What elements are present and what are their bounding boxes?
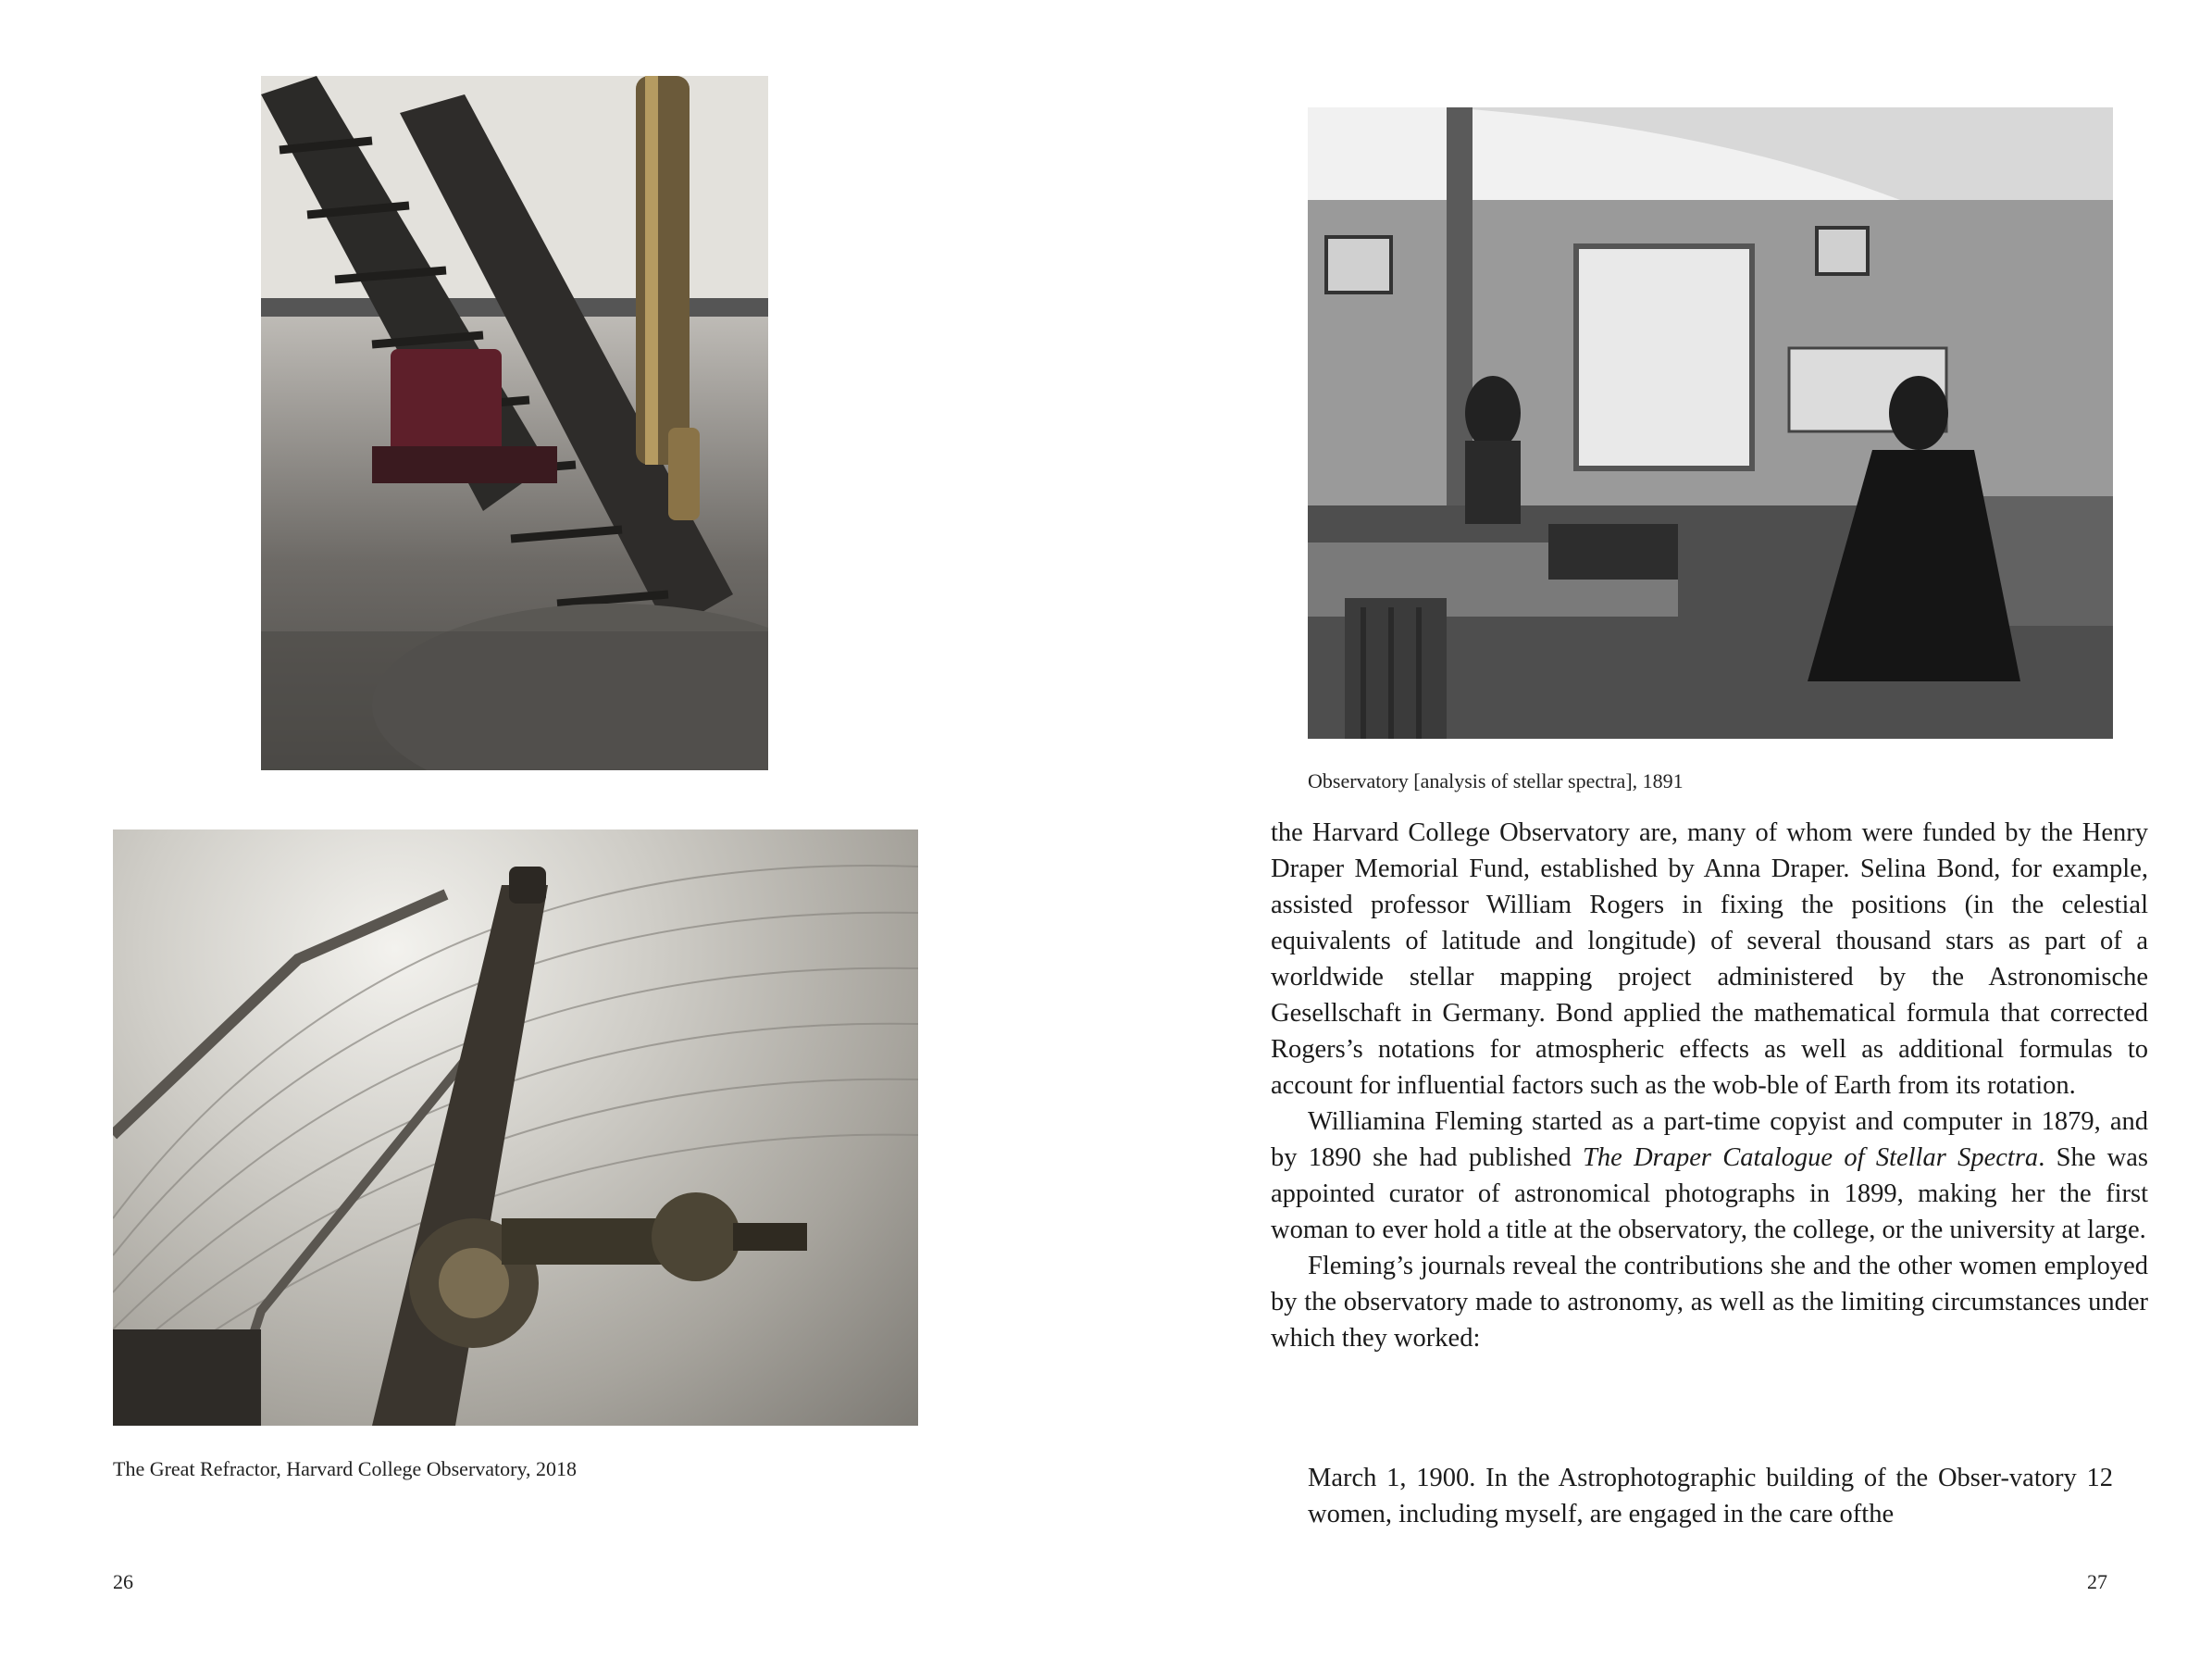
page-number-right: 27	[2087, 1570, 2107, 1593]
office-illustration	[1308, 107, 2113, 739]
paragraph-2	[1271, 1104, 2148, 1248]
photo-great-refractor	[113, 830, 918, 1426]
paragraph-2-before: Williamina Fleming started as a part-time copyist and computer in 1879, and by 1890 she had published	[1271, 1107, 2148, 1172]
caption-great-refractor: The Great Refractor, Harvard College Observatory, 2018	[113, 1457, 578, 1480]
paragraph-2-book-title: The Draper Catalogue of Stellar Spectra	[1583, 1143, 2039, 1172]
refractor-illustration	[113, 830, 918, 1426]
stairs-illustration	[261, 76, 768, 770]
page-number-left: 26	[113, 1570, 133, 1593]
paragraph-2-after: . She was appointed curator of astronomical photographs in 1899, making her the first woman to ever hold a title at the observatory, the college, or the university at large.	[1271, 1143, 2148, 1244]
caption-observatory-office: Observatory [analysis of stellar spectra], 1891	[1308, 769, 1684, 792]
paragraph-1: the Harvard College Observatory are, many of whom were funded by the Henry Draper Memorial Fund, established by Anna Draper. Selina Bond, for example, assisted professor William Rogers in fixing the positions (in the celestial equivalents of latitude and longitude) of several thousand stars as part of a worldwide stellar mapping project administered by the Astronomische Gesellschaft in Germany. Bond applied the mathematical formula that corrected Rogers’s notations for atmospheric effects as well as additional formulas to account for influential factors such as the wob-ble of Earth from its rotation.	[1271, 818, 2148, 1100]
block-quote-text: March 1, 1900. In the Astrophotographic building of the Obser-vatory 12 women, including myself, are engaged in the care ofthe	[1308, 1464, 2113, 1528]
block-quote	[1308, 1460, 2113, 1532]
photo-observatory-stairs	[261, 76, 768, 770]
body-text	[1271, 815, 2148, 1356]
paragraph-3: Fleming’s journals reveal the contributions she and the other women employed by the observatory made to astronomy, as well as the limiting circumstances under which they worked:	[1271, 1252, 2148, 1353]
photo-observatory-office	[1308, 107, 2113, 739]
